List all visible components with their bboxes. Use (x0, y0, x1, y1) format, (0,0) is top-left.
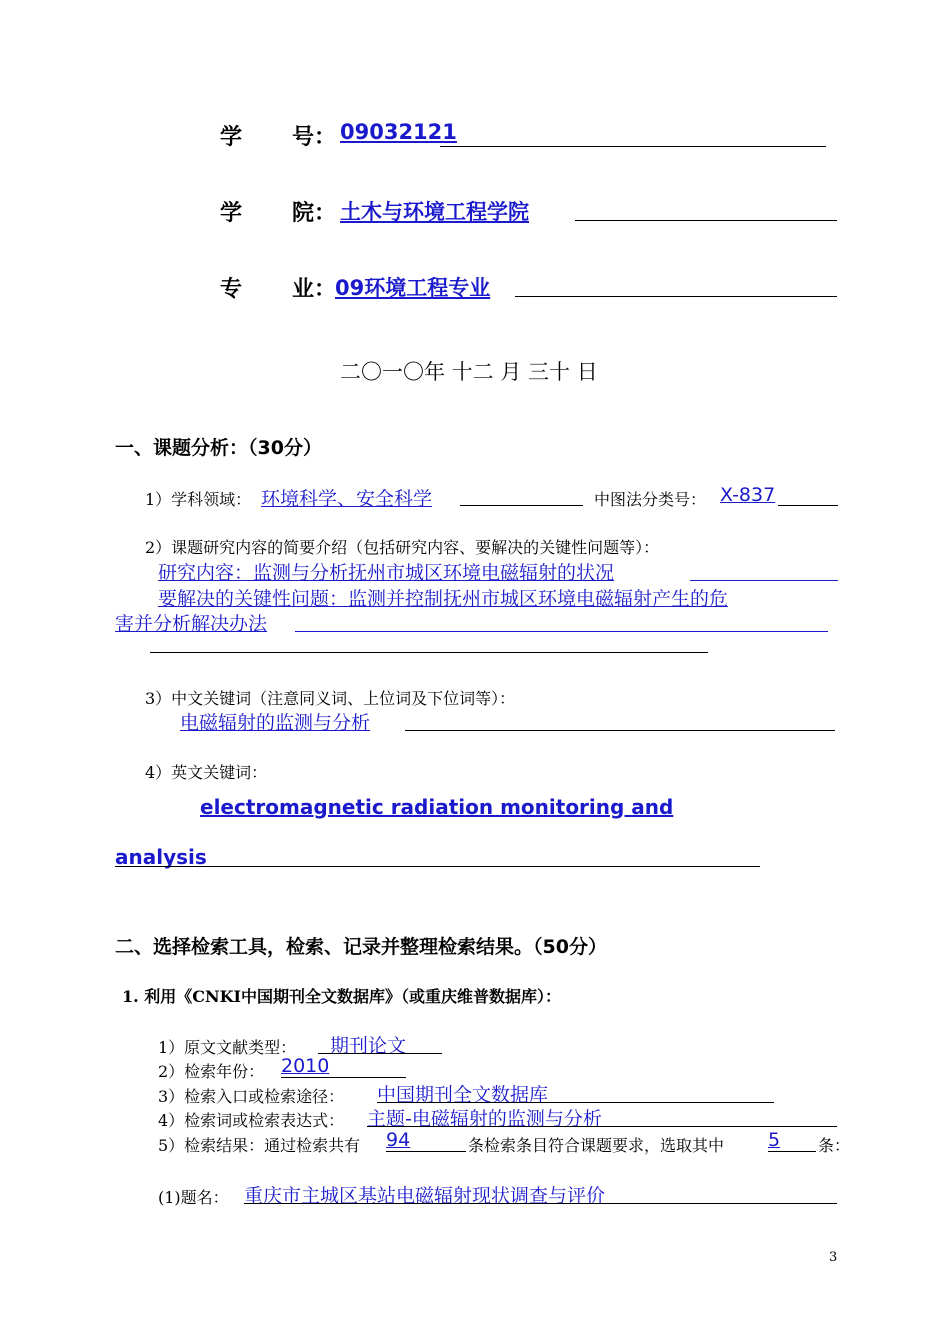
year-value: 2010 (281, 1055, 330, 1077)
research-content-fill-line (690, 560, 838, 581)
student-id-label-b: 号： (292, 125, 337, 150)
student-id-value: 09032121 (340, 120, 457, 144)
subject-field-fill-line (460, 487, 583, 506)
student-id-label-a: 学 (220, 125, 243, 150)
student-id-fill-line (440, 126, 826, 147)
clc-fill-line (778, 487, 838, 506)
report-date: 二〇一〇年 十二 月 三十 日 (340, 360, 598, 384)
college-label-b: 院： (292, 201, 337, 226)
en-keywords-line1: electromagnetic radiation monitoring and (200, 795, 674, 819)
doc-type-fill-line (318, 1035, 442, 1054)
search-term-label: 4）检索词或检索表达式： (158, 1111, 345, 1130)
result1-title-fill-line (244, 1185, 837, 1204)
year-label: 2）检索年份： (158, 1062, 265, 1081)
key-problem-fill-line (295, 611, 828, 632)
clc-label: 中图法分类号： (594, 490, 707, 509)
section2-title: 二、选择检索工具，检索、记录并整理检索结果。（50分） (115, 936, 607, 958)
research-content-line: 研究内容：监测与分析抚州市城区环境电磁辐射的状况 (158, 562, 615, 584)
research-intro-label: 2）课题研究内容的简要介绍（包括研究内容、要解决的关键性问题等）： (145, 538, 660, 557)
search-term-fill-line (367, 1108, 837, 1127)
major-value: 09环境工程专业 (335, 276, 491, 300)
doc-type-value: 期刊论文 (330, 1035, 407, 1057)
en-keywords-line2: analysis (115, 845, 207, 869)
search-entry-label: 3）检索入口或检索途径： (158, 1087, 345, 1106)
results-count-fill-line (386, 1133, 466, 1152)
results-count: 94 (386, 1129, 411, 1151)
result1-title-value: 重庆市主城区基站电磁辐射现状调查与评价 (244, 1185, 606, 1207)
results-selected-fill-line (768, 1133, 816, 1152)
key-problem-continued: 害并分析解决办法 (115, 613, 268, 635)
search-entry-value: 中国期刊全文数据库 (377, 1084, 549, 1106)
year-fill-line (281, 1059, 406, 1078)
subject-field-label: 1）学科领域： (145, 490, 252, 509)
cnki-instruction: 1. 利用《CNKI中国期刊全文数据库》（或重庆维普数据库）： (122, 987, 562, 1006)
clc-value: X-837 (720, 484, 776, 506)
results-label: 5）检索结果：通过检索共有 (158, 1136, 361, 1155)
college-fill-line (575, 200, 837, 221)
college-value: 土木与环境工程学院 (340, 200, 529, 224)
major-fill-line (515, 276, 837, 297)
blank-answer-line (150, 632, 708, 653)
search-entry-fill-line (377, 1084, 774, 1103)
result1-title-label: (1)题名： (158, 1188, 229, 1207)
doc-type-label: 1）原文文献类型： (158, 1038, 297, 1057)
subject-field-value: 环境科学、安全科学 (261, 488, 433, 510)
cn-keywords-label: 3）中文关键词（注意同义词、上位词及下位词等）： (145, 689, 516, 708)
search-term-value: 主题-电磁辐射的监测与分析 (367, 1108, 602, 1130)
college-label-a: 学 (220, 201, 243, 226)
en-keywords-label: 4）英文关键词： (145, 763, 268, 782)
cn-keywords-value: 电磁辐射的监测与分析 (180, 712, 371, 734)
section1-title: 一、课题分析：（30分） (115, 437, 322, 459)
en-keywords-fill-line (115, 848, 760, 867)
major-label-b: 业： (292, 277, 337, 302)
results-end-text: 条： (818, 1136, 851, 1155)
major-label-a: 专 (220, 277, 243, 302)
results-mid-text: 条检索条目符合课题要求，选取其中 (468, 1136, 725, 1155)
page-number: 3 (829, 1250, 838, 1265)
cn-keywords-fill-line (405, 710, 835, 731)
results-selected: 5 (768, 1129, 781, 1151)
key-problem-line: 要解决的关键性问题：监测并控制抚州市城区环境电磁辐射产生的危 (158, 588, 729, 610)
